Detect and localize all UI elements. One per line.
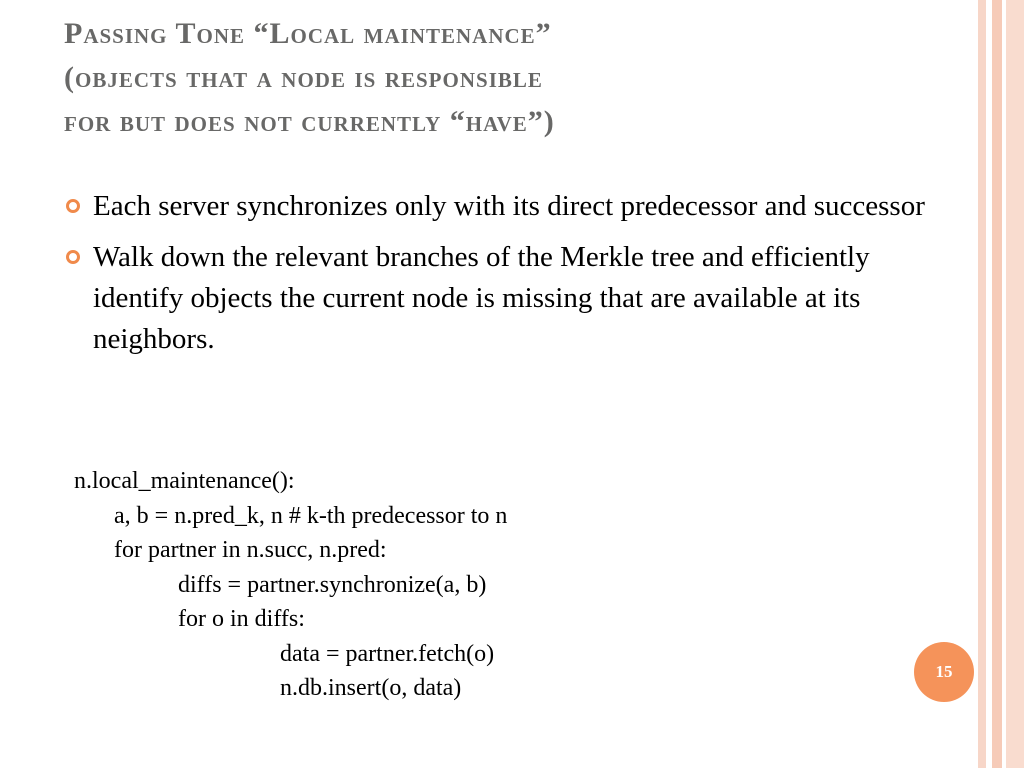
- bullet-item: [60, 237, 930, 360]
- code-line: n.db.insert(o, data): [280, 675, 462, 701]
- bullet-circle-icon: [66, 250, 80, 264]
- side-decoration-bar: [1006, 0, 1024, 768]
- pseudocode-block: [74, 464, 507, 706]
- bullet-text: Each server synchronizes only with its direct predecessor and successor: [93, 190, 925, 222]
- page-number: 15: [935, 662, 953, 681]
- code-line: for o in diffs:: [178, 606, 305, 632]
- bullet-circle-icon: [66, 199, 80, 213]
- slide-title-line: (objects that a node is responsible: [64, 61, 543, 94]
- slide-title-line: for but does not currently “have”): [64, 105, 555, 138]
- page-number-badge: [914, 642, 974, 702]
- code-line: data = partner.fetch(o): [280, 640, 495, 667]
- slide-title: [64, 12, 944, 144]
- bullet-text: Walk down the relevant branches of the Merkle tree and efficiently identify objects the current node is missing that are available at its neighbors.: [93, 241, 870, 355]
- code-line: a, b = n.pred_k, n # k-th predecessor to n: [114, 502, 508, 529]
- side-decoration-bar: [992, 0, 1002, 768]
- code-line: n.local_maintenance():: [74, 468, 295, 494]
- side-decoration-bar: [978, 0, 986, 768]
- bullet-list: [60, 186, 930, 370]
- bullet-item: [60, 186, 930, 227]
- slide-title-line: Passing Tone “Local maintenance”: [64, 17, 552, 50]
- code-line: diffs = partner.synchronize(a, b): [178, 571, 487, 598]
- code-line: for partner in n.succ, n.pred:: [114, 537, 387, 563]
